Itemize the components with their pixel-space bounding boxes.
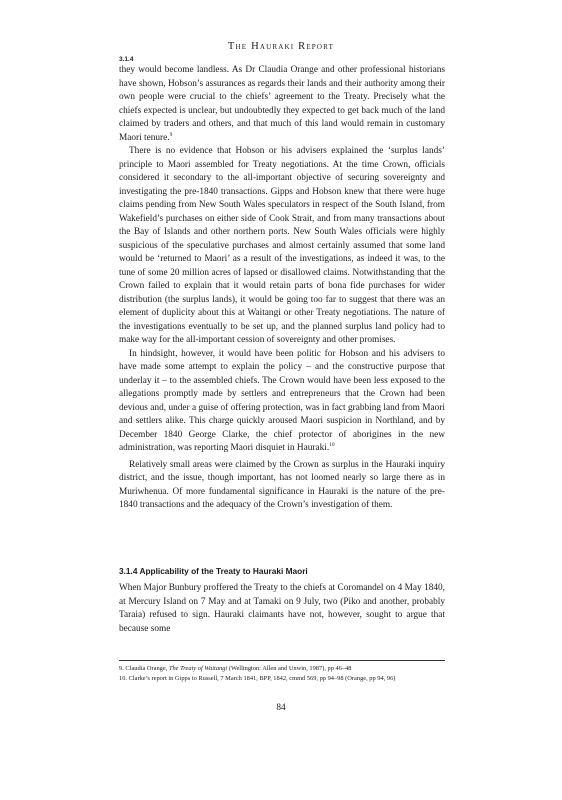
paragraph-3: [119, 348, 445, 456]
footnotes: [119, 664, 445, 683]
footnote-10-number: 10.: [119, 674, 127, 682]
footnote-10-text: Clarke’s report in Gipps to Russell, 7 March 1841, BPP, 1842, cmmd 569, pp 94–98 (Orange, pp 94, 96): [128, 674, 396, 682]
footnote-ref-9: 9: [169, 131, 173, 138]
footnote-10: [119, 674, 445, 684]
footnote-divider: [119, 660, 445, 661]
page-number: 84: [276, 703, 286, 713]
paragraph-2: There is no evidence that Hobson or his advisers explained the ‘surplus lands’ principle to Maori assembled for Treaty negotiations. At the time Crown, officials considered it secondary to the all-important objective of securing sovereignty and investigating the pre-1840 transactions. Gipps and Hobson knew that there were huge claims pending from New South Wales speculators in respect of the South Island, from Wakefield’s purchases on either side of Cook Strait, and from many transactions about the Bay of Islands and other northern ports. New South Wales officials were highly suspicious of the speculative purchases and almost certainly assumed that some land would be ‘returned to Maori’ as a result of the investigations, as indeed it was, to the tune of some 20 million acres of lapsed or disallowed claims. Notwithstanding that the Crown failed to explain that it would retain parts of bona fide purchases for wider distribution (the surplus lands), it would be going too far to suggest that there was an element of duplicity about this at Waitangi or other Treaty negotiations. The nature of the investigations eventually to be set up, and the planned surplus land policy had to make way for the all-important cession of sovereignty and other promises.: [119, 146, 445, 345]
section-subheading: 3.1.4 Applicability of the Treaty to Hauraki Maori: [119, 565, 308, 576]
footnote-9-details: (Wellington: Allen and Unwin, 1987), pp 46–48: [228, 665, 352, 672]
footnote-9-number: 9.: [119, 665, 124, 672]
footnote-9-author: Claudia Orange,: [125, 665, 168, 672]
footnote-ref-10: 10: [329, 441, 335, 448]
paragraph-3-text: In hindsight, however, it would have been politic for Hobson and his advisers to have made some attempt to explain the policy – and the constructive purpose that underlay it – to the assembled chiefs. The Crown would have been less exposed to the allegations promptly made by settlers and entrepreneurs that the Crown had been devious and, under a guise of offering protection, was in fact grabbing land from Maori and settlers alike. This charge quickly aroused Maori suspicion in Northland, and by December 1840 George Clarke, the chief protector of aborigines in the new administration, was reporting Maori disquiet in Hauraki.: [119, 348, 445, 453]
paragraph-1: [119, 64, 445, 145]
footnote-9-title: The Treaty of Waitangi: [168, 665, 228, 672]
paragraph-1-text: they would become landless. As Dr Claudia Orange and other professional historians have shown, Hobson’s assurances as regards their lands and their authority among their own people were crucial to the chiefs’ agreement to the Treaty. Precisely what the chiefs expected is unclear, but undoubtedly they expected to get back much of the land claimed by traders and others, and that much of this land would remain in customary Maori tenure.: [119, 65, 445, 143]
footnote-9: [119, 664, 445, 674]
running-head-title: The Hauraki Report: [227, 41, 335, 52]
section-reference: 3.1.4: [119, 56, 134, 63]
paragraph-4: Relatively small areas were claimed by the Crown as surplus in the Hauraki inquiry district, and the issue, though important, has not loomed nearly so large there as in Muriwhenua. Of more fundamental significance in Hauraki is the nature of the pre-1840 transactions and the adequacy of the Crown’s investigation of them.: [119, 459, 445, 510]
body-text: [119, 64, 445, 636]
paragraph-5: When Major Bunbury proffered the Treaty to the chiefs at Coromandel on 4 May 1840, at Mercury Island on 7 May and at Tamaki on 9 July, two (Piko and another, probably Taraia) refused to sign. Hauraki claimants have not, however, sought to argue that because some: [119, 583, 445, 634]
